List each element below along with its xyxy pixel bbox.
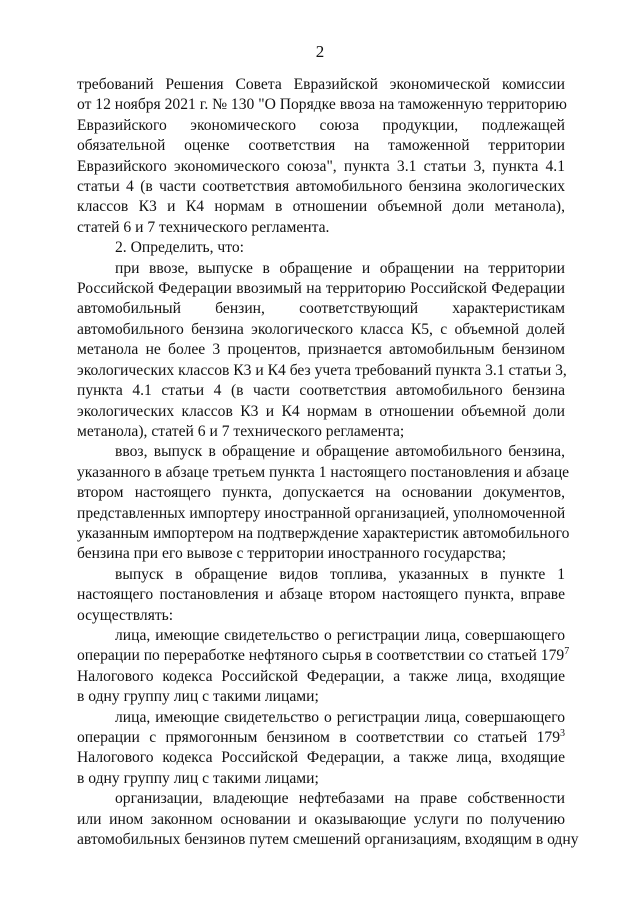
text-line-content: Российской Федерации ввозимый на территорию Российской Федерации	[77, 280, 565, 298]
text-line-content: Налогового кодекса Российской Федерации, а также лица, входящие	[77, 749, 565, 767]
text-line	[77, 606, 565, 626]
text-line-content: лица, имеющие свидетельство о регистрации лица, совершающего	[115, 626, 565, 644]
page-number: 2	[315, 42, 325, 61]
article-superscript: 3	[560, 727, 565, 739]
text-line	[77, 361, 565, 381]
text-line	[77, 463, 570, 483]
text-line-content: статьи 4 (в части соответствия автомобильного бензина экологических	[77, 178, 565, 196]
text-line-content: статей 6 и 7 технического регламента.	[77, 218, 330, 236]
text-line	[77, 75, 565, 95]
text-line-content: представленных импортеру иностранной организацией, уполномоченной	[77, 504, 566, 522]
text-line-content: лица, имеющие свидетельство о регистрации лица, совершающего	[115, 708, 565, 726]
text-line	[77, 810, 565, 830]
text-line-content: операции по переработке нефтяного сырья в соответствии со статьей 179	[77, 647, 565, 665]
text-line	[77, 728, 565, 748]
text-line	[77, 422, 565, 442]
text-line	[77, 402, 565, 422]
text-line-content: операции с прямогонным бензином в соответствии со статьей 179	[77, 729, 560, 746]
text-line-content: автомобильных бензинов путем смешений организациям, входящим в одну	[77, 831, 579, 849]
text-line-content: метанола не более 3 процентов, признается автомобильным бензином	[77, 341, 565, 359]
text-line	[77, 646, 570, 666]
text-line-content: втором настоящего пункта, допускается на основании документов,	[77, 484, 565, 502]
text-line	[77, 524, 570, 544]
text-line	[77, 177, 565, 197]
text-line	[77, 442, 565, 462]
text-line-content: бензина при его вывозе с территории иностранного государства;	[77, 545, 507, 563]
text-line-content: Налогового кодекса Российской Федерации, а также лица, входящие	[77, 667, 565, 685]
text-line	[77, 279, 565, 299]
text-line-content: в одну группу лиц с такими лицами;	[77, 688, 319, 706]
text-line	[77, 259, 565, 279]
text-line-content: в одну группу лиц с такими лицами;	[77, 769, 319, 787]
text-line-content: при ввозе, выпуске в обращение и обращении на территории	[115, 259, 565, 277]
text-line	[77, 830, 579, 850]
text-line	[77, 483, 565, 503]
text-line	[77, 585, 565, 605]
text-line	[77, 340, 565, 360]
text-line-content: осуществлять:	[77, 606, 174, 624]
text-line	[77, 320, 565, 340]
text-line-content: автомобильный бензин, соответствующий характеристикам	[77, 300, 565, 318]
text-line-content: автомобильного бензина экологического класса К5, с объемной долей	[77, 320, 565, 338]
text-line-content: обязательной оценке соответствия на таможенной территории	[77, 137, 565, 155]
text-line	[77, 218, 565, 238]
text-line	[77, 504, 565, 524]
text-line-content: экологических классов К3 и К4 нормам в отношении объемной доли	[77, 402, 565, 420]
text-line	[77, 565, 565, 585]
text-line-content: выпуск в обращение видов топлива, указанных в пункте 1	[115, 565, 565, 583]
text-line	[77, 116, 565, 136]
text-line	[77, 789, 565, 809]
text-line-content: ввоз, выпуск в обращение и обращение автомобильного бензина,	[115, 443, 565, 461]
text-line-content: Евразийского экономического союза", пункта 3.1 статьи 3, пункта 4.1	[77, 157, 565, 175]
text-line	[77, 667, 565, 687]
text-line-content: от 12 ноября 2021 г. № 130 "О Порядке ввоза на таможенную территорию	[77, 96, 567, 114]
document-body	[77, 75, 579, 850]
text-line-content: 2. Определить, что:	[115, 239, 244, 257]
text-line-content: или ином законном основании и оказывающие услуги по получению	[77, 810, 565, 828]
text-line	[77, 299, 565, 319]
text-line	[77, 769, 565, 789]
text-line-content: экологических классов К3 и К4 без учета требований пункта 3.1 статьи 3,	[77, 361, 567, 379]
article-superscript: 7	[564, 646, 570, 658]
text-line	[77, 544, 565, 564]
text-line-content: настоящего постановления и абзаце втором настоящего пункта, вправе	[77, 586, 565, 604]
text-line	[77, 136, 565, 156]
text-line	[77, 708, 565, 728]
text-line-content: пункта 4.1 статьи 4 (в части соответствия автомобильного бензина	[77, 382, 565, 400]
text-line	[77, 626, 565, 646]
text-line	[77, 197, 565, 217]
text-line	[77, 157, 565, 177]
text-line-content: метанола), статей 6 и 7 технического регламента;	[77, 422, 405, 440]
text-line	[77, 748, 565, 768]
text-line	[77, 687, 565, 707]
text-line-content: организации, владеющие нефтебазами на праве собственности	[115, 790, 565, 808]
text-line	[77, 238, 565, 258]
text-line	[77, 95, 565, 115]
text-line-content: классов К3 и К4 нормам в отношении объемной доли метанола),	[77, 198, 565, 216]
text-line	[77, 381, 565, 401]
text-line-content: требований Решения Совета Евразийской экономической комиссии	[77, 76, 565, 93]
text-line-content: Евразийского экономического союза продукции, подлежащей	[77, 116, 565, 134]
text-line-content: указанного в абзаце третьем пункта 1 настоящего постановления и абзаце	[77, 463, 570, 481]
text-line-content: указанным импортером на подтверждение характеристик автомобильного	[77, 524, 570, 542]
